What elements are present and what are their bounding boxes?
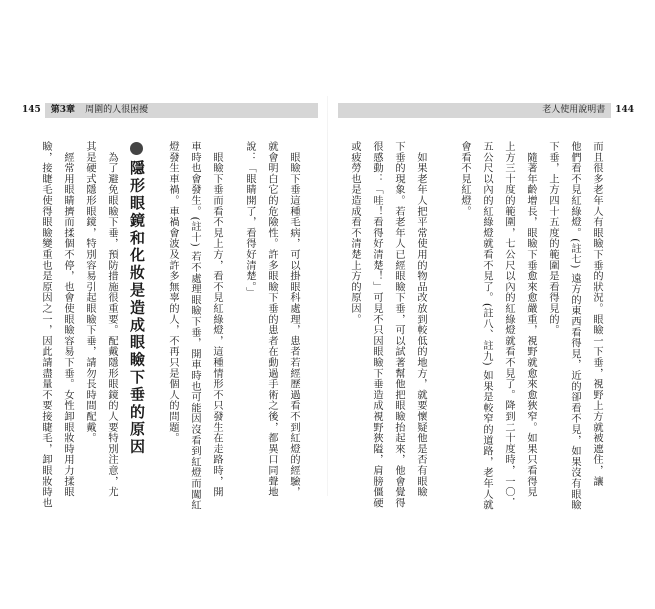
body-column: 說：「眼睛開了，看得好清楚。」 — [244, 141, 255, 298]
chapter-title: 周圍的人很困擾 — [85, 105, 149, 115]
body-column: 會看不見紅燈。 — [459, 141, 470, 217]
body-column: 車時也會發生。(註十) 若不處理眼瞼下垂，開車時也可能因沒看到紅燈而闖紅 — [189, 141, 200, 511]
body-column: 下垂，上方四十五度的範圍是看得見的。 — [547, 141, 558, 336]
section-heading: 隱形眼鏡和化妝是造成眼瞼下垂的原因 — [128, 160, 146, 456]
book-title: 老人使用說明書 — [542, 105, 606, 115]
body-column: 燈發生車禍。車禍會波及許多無辜的人，不再只是個人的問題。 — [167, 141, 178, 444]
body-column: 其是硬式隱形眼鏡，特別容易引起眼瞼下垂，請勿長時間配戴。 — [84, 141, 95, 444]
chapter-number: 第3章 — [50, 105, 76, 115]
body-column: 下垂的現象。若老年人已經眼瞼下垂，可以試著幫他把眼瞼抬起來，他會覺得 — [393, 141, 404, 509]
body-column: 五公尺以內的紅綠燈就看不見了。(註八、註九) 如果是較窄的道路，老年人就 — [481, 141, 492, 511]
page-gutter — [327, 96, 328, 496]
body-column: 為了避免眼瞼下垂，預防措施很重要。配戴隱形眼鏡的人要特別注意，尤 — [106, 141, 117, 498]
body-column: 而且很多老年人有眼瞼下垂的狀況。眼瞼一下垂，視野上方就被遮住，讓 — [591, 141, 602, 487]
left-page-number: 145 — [18, 103, 45, 118]
right-running-header — [338, 103, 638, 118]
body-column: 瞼，接睫毛使得眼瞼變重也是原因之一，因此請盡量不要接睫毛，卸眼妝時也 — [40, 141, 51, 509]
body-column: 他們看不見紅綠燈。(註七) 遠方的東西看得見，近的卻看不見，如果沒有眼瞼 — [569, 141, 580, 511]
body-column: 很感動：「哇！看得好清楚！」可見不只因眼瞼下垂造成視野狹隘，肩膀僵硬 — [371, 141, 382, 509]
body-column: 眼瞼下垂而看不見上方，看不見紅綠燈，這種情形不只發生在走路時，開 — [211, 141, 222, 498]
right-page-number: 144 — [611, 103, 638, 118]
body-column: 如果老年人把平常使用的物品改放到較低的地方，就要懷疑他是否有眼瞼 — [415, 141, 426, 498]
body-column: 就會明白它的危險性。許多眼瞼下垂的患者在動過手術之後，都異口同聲地 — [266, 141, 277, 498]
body-column: 或疲勞也是造成看不清楚上方的原因。 — [349, 141, 360, 325]
body-column: 隨著年齡增長，眼瞼下垂愈來愈嚴重，視野就愈來愈狹窄。如果只看得見 — [525, 141, 536, 498]
left-running-header — [18, 103, 318, 118]
body-column: 上方三十度的範圍，七公尺以內的紅綠燈就看不見了。降到二十度時，一〇． — [503, 141, 514, 509]
body-column: 經常用眼睛擠而揉個不停，也會使眼瞼容易下垂。女性卸眼妝時用力揉眼 — [62, 141, 73, 498]
heading-bullet-icon — [130, 142, 143, 155]
body-column: 眼瞼下垂這種毛病，可以掛眼科處理，患者若經歷過看不到紅燈的經驗， — [288, 141, 299, 498]
